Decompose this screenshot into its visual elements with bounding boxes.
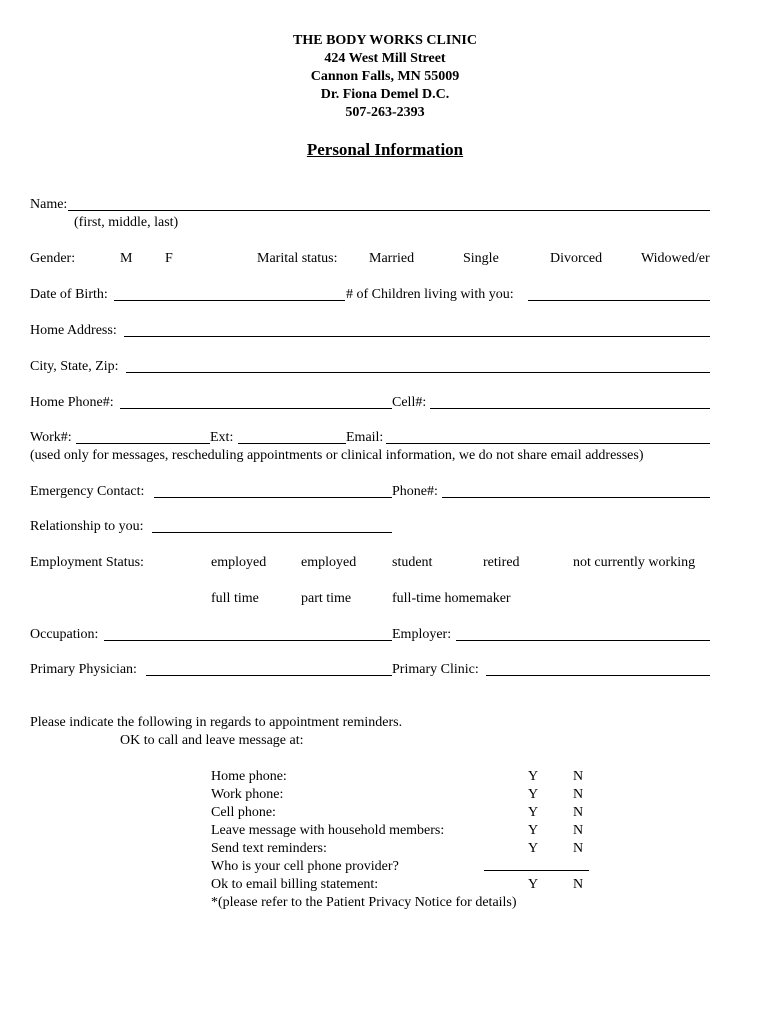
- clinic-city: Cannon Falls, MN 55009: [310, 69, 460, 84]
- primary-clinic-label: Primary Clinic:: [392, 662, 479, 677]
- city-state-zip-label: City, State, Zip:: [30, 359, 119, 374]
- reminder-text-yes[interactable]: Y: [528, 841, 539, 856]
- cell-provider-field[interactable]: [484, 870, 589, 871]
- name-label: Name:: [30, 197, 68, 212]
- reminders-ok-call: OK to call and leave message at:: [120, 733, 304, 748]
- name-hint: (first, middle, last): [74, 215, 179, 230]
- marital-option-divorced[interactable]: Divorced: [550, 251, 603, 266]
- work-label: Work#:: [30, 430, 72, 445]
- cell-field[interactable]: [430, 408, 710, 409]
- children-field[interactable]: [528, 300, 710, 301]
- employment-option-full-time-line2[interactable]: full time: [211, 591, 259, 606]
- employer-label: Employer:: [392, 627, 452, 642]
- email-note: (used only for messages, rescheduling appointments or clinical information, we do not share email addresses): [30, 448, 644, 463]
- dob-field[interactable]: [114, 300, 345, 301]
- cell-label: Cell#:: [392, 395, 427, 410]
- home-address-label: Home Address:: [30, 323, 117, 338]
- employment-option-part-time-line2[interactable]: part time: [301, 591, 352, 606]
- primary-clinic-field[interactable]: [486, 675, 710, 676]
- work-field[interactable]: [76, 443, 210, 444]
- reminder-work-phone-label: Work phone:: [211, 787, 284, 802]
- ext-label: Ext:: [210, 430, 234, 445]
- emergency-contact-label: Emergency Contact:: [30, 484, 145, 499]
- children-label: # of Children living with you:: [346, 287, 514, 302]
- reminder-provider-label: Who is your cell phone provider?: [211, 859, 399, 874]
- occupation-field[interactable]: [104, 640, 392, 641]
- reminder-email-billing-yes[interactable]: Y: [528, 877, 539, 892]
- home-phone-label: Home Phone#:: [30, 395, 114, 410]
- primary-physician-field[interactable]: [146, 675, 392, 676]
- reminder-home-phone-no[interactable]: N: [573, 769, 584, 784]
- reminder-text-label: Send text reminders:: [211, 841, 327, 856]
- primary-physician-label: Primary Physician:: [30, 662, 137, 677]
- employment-status-label: Employment Status:: [30, 555, 144, 570]
- reminder-household-yes[interactable]: Y: [528, 823, 539, 838]
- marital-option-married[interactable]: Married: [369, 251, 415, 266]
- reminder-household-no[interactable]: N: [573, 823, 584, 838]
- email-field[interactable]: [386, 443, 710, 444]
- emergency-phone-field[interactable]: [442, 497, 710, 498]
- reminder-home-phone-label: Home phone:: [211, 769, 287, 784]
- reminder-cell-phone-label: Cell phone:: [211, 805, 276, 820]
- marital-option-single[interactable]: Single: [463, 251, 499, 266]
- marital-status-label: Marital status:: [257, 251, 338, 266]
- emergency-phone-label: Phone#:: [392, 484, 438, 499]
- employment-option-student[interactable]: student: [392, 555, 433, 570]
- reminder-email-billing-label: Ok to email billing statement:: [211, 877, 379, 892]
- home-address-field[interactable]: [124, 336, 710, 337]
- reminder-work-phone-yes[interactable]: Y: [528, 787, 539, 802]
- reminder-text-no[interactable]: N: [573, 841, 584, 856]
- emergency-contact-field[interactable]: [154, 497, 392, 498]
- employment-option-part-time-line1[interactable]: employed: [301, 555, 357, 570]
- reminder-email-billing-no[interactable]: N: [573, 877, 584, 892]
- marital-option-widowed[interactable]: Widowed/er: [641, 251, 710, 266]
- reminder-home-phone-yes[interactable]: Y: [528, 769, 539, 784]
- name-field[interactable]: [68, 210, 710, 211]
- reminder-cell-phone-yes[interactable]: Y: [528, 805, 539, 820]
- home-phone-field[interactable]: [120, 408, 392, 409]
- relationship-label: Relationship to you:: [30, 519, 144, 534]
- dob-label: Date of Birth:: [30, 287, 108, 302]
- reminder-work-phone-no[interactable]: N: [573, 787, 584, 802]
- reminder-household-label: Leave message with household members:: [211, 823, 445, 838]
- clinic-name: THE BODY WORKS CLINIC: [293, 33, 477, 48]
- employment-option-retired[interactable]: retired: [483, 555, 520, 570]
- clinic-street: 424 West Mill Street: [324, 51, 446, 66]
- clinic-phone: 507-263-2393: [345, 105, 425, 120]
- reminder-cell-phone-no[interactable]: N: [573, 805, 584, 820]
- email-label: Email:: [346, 430, 384, 445]
- employment-option-full-time-line1[interactable]: employed: [211, 555, 267, 570]
- gender-option-f[interactable]: F: [165, 251, 173, 266]
- employment-option-not-working[interactable]: not currently working: [573, 555, 696, 570]
- reminders-intro: Please indicate the following in regards to appointment reminders.: [30, 715, 403, 730]
- gender-option-m[interactable]: M: [120, 251, 133, 266]
- employment-option-homemaker[interactable]: full-time homemaker: [392, 591, 511, 606]
- relationship-field[interactable]: [152, 532, 392, 533]
- page-title: Personal Information: [306, 140, 464, 159]
- city-state-zip-field[interactable]: [126, 372, 710, 373]
- employer-field[interactable]: [456, 640, 710, 641]
- occupation-label: Occupation:: [30, 627, 99, 642]
- gender-label: Gender:: [30, 251, 76, 266]
- clinic-doctor: Dr. Fiona Demel D.C.: [320, 87, 450, 102]
- privacy-note: *(please refer to the Patient Privacy Notice for details): [211, 895, 517, 910]
- ext-field[interactable]: [238, 443, 346, 444]
